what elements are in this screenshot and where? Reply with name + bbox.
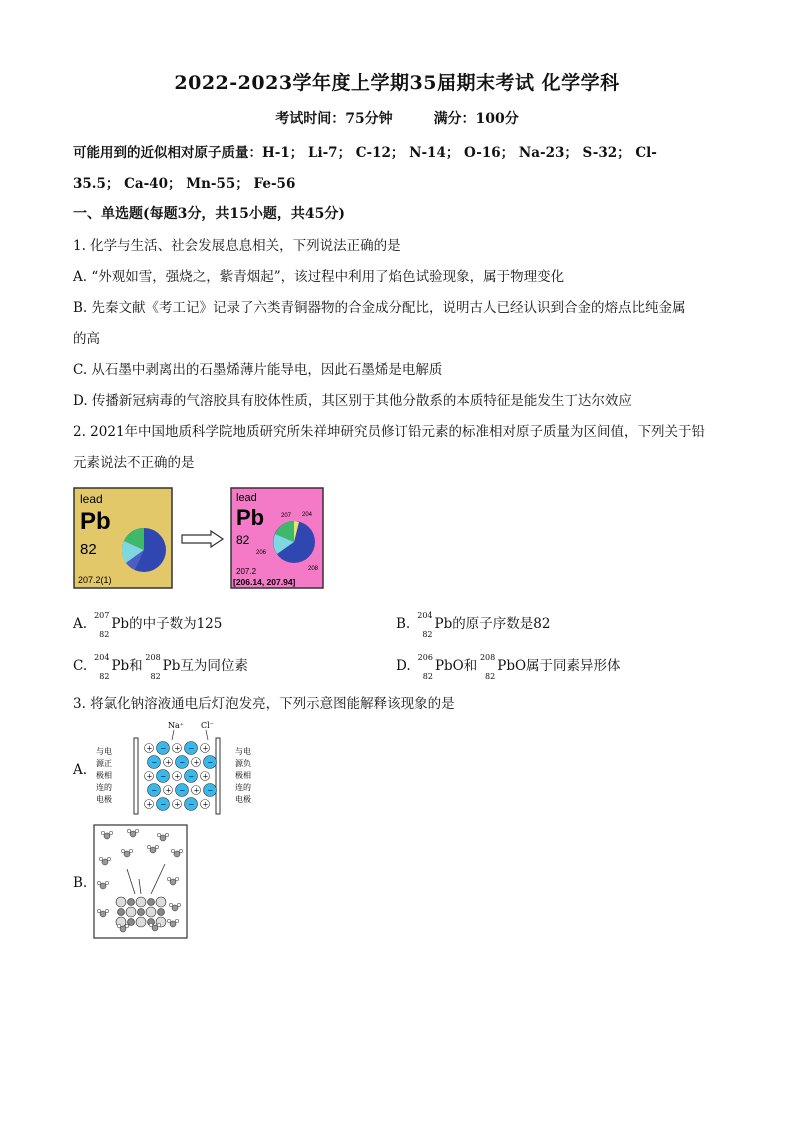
cation — [148, 899, 155, 906]
water-molecule-atom — [124, 851, 130, 857]
cation — [128, 899, 135, 906]
card-new-mass: 207.2 — [236, 567, 257, 576]
left-electrode — [134, 738, 138, 814]
water-molecule-atom — [157, 833, 161, 837]
card-old-name: lead — [80, 492, 103, 506]
q2-option-c: C. 204 82 Pb和 208 82 Pb互为同位素 — [73, 652, 248, 681]
charge-sign: − — [160, 800, 167, 809]
water-molecule-atom — [109, 831, 113, 835]
isotope-label: 207 — [281, 513, 292, 519]
water-molecule-atom — [105, 881, 109, 885]
atomic-mass-line2: 35.5； Ca-40； Mn-55； Fe-56 — [73, 176, 296, 192]
water-molecule-atom — [157, 923, 161, 927]
water-molecule-atom — [117, 924, 121, 928]
water-molecule-atom — [135, 829, 139, 833]
charge-sign: − — [188, 744, 195, 753]
card-new-name: lead — [236, 492, 257, 504]
charge-sign: + — [202, 744, 209, 753]
water-molecule-atom — [155, 845, 159, 849]
lead-cards-figure — [73, 486, 328, 592]
q3-stem: 3. 将氯化钠溶液通电后灯泡发亮，下列示意图能解释该现象的是 — [73, 696, 455, 712]
q3-option-a-label: A. — [73, 762, 88, 778]
charge-sign: − — [179, 758, 186, 767]
water-molecule-atom — [120, 926, 126, 932]
right-electrode-text — [235, 746, 251, 804]
card-new-number: 82 — [236, 533, 250, 547]
cation — [158, 909, 165, 916]
charge-sign: + — [146, 800, 153, 809]
svg-text:源负: 源负 — [235, 759, 251, 768]
water-molecule-atom — [121, 849, 125, 853]
lead-card-new — [231, 488, 323, 588]
q2-stem: 2. 2021年中国地质科学院地质研究所朱祥坤研究员修订铅元素的标准相对原子质量为区间值，下列关于铅 — [73, 424, 706, 440]
q2-stem-cont: 元素说法不正确的是 — [73, 455, 195, 471]
water-molecule-atom — [101, 831, 105, 835]
charge-sign: + — [202, 800, 209, 809]
card-old-pie — [122, 528, 166, 572]
cation — [128, 919, 135, 926]
charge-sign: − — [160, 772, 167, 781]
arrow-icon — [182, 531, 223, 547]
ion-lattice — [145, 742, 217, 811]
card-old-symbol: Pb — [80, 508, 111, 535]
water-molecule-atom — [175, 877, 179, 881]
water-molecule-atom — [177, 903, 181, 907]
water-molecule-atom — [100, 883, 106, 889]
q2-option-d: D. 206 82 PbO和 208 82 PbO属于同素异形体 — [396, 652, 621, 681]
water-molecule-atom — [179, 849, 183, 853]
water-molecule-atom — [97, 881, 101, 885]
charge-sign: + — [174, 800, 181, 809]
svg-text:与电: 与电 — [235, 747, 251, 756]
cation — [138, 909, 145, 916]
section-title: 一、单选题(每题3分，共15小题，共45分) — [73, 206, 345, 222]
charge-sign: + — [193, 758, 200, 767]
q3-option-b-label: B. — [73, 875, 88, 891]
svg-text:与电: 与电 — [96, 747, 112, 756]
water-molecule-atom — [107, 857, 111, 861]
anion — [116, 897, 126, 907]
water-molecule-atom — [97, 909, 101, 913]
isotope-label: 208 — [308, 566, 319, 572]
svg-text:极相: 极相 — [235, 771, 251, 780]
charge-sign: + — [146, 772, 153, 781]
cation — [118, 909, 125, 916]
water-molecule-atom — [149, 923, 153, 927]
charge-sign: − — [160, 744, 167, 753]
water-molecule-atom — [104, 833, 110, 839]
svg-text:极相: 极相 — [96, 771, 112, 780]
na-label: Na⁺ — [168, 721, 184, 730]
card-new-pie — [273, 521, 315, 563]
hydration-diagram-b — [93, 824, 189, 940]
crystal-lattice — [116, 897, 166, 927]
charge-sign: + — [146, 744, 153, 753]
water-molecule-atom — [174, 851, 180, 857]
anion — [146, 907, 156, 917]
water-molecule-atom — [130, 831, 136, 837]
water-molecule-atom — [102, 859, 108, 865]
water-molecule-atom — [147, 845, 151, 849]
water-molecule-atom — [99, 857, 103, 861]
anion — [156, 897, 166, 907]
anion — [126, 907, 136, 917]
water-molecule-atom — [127, 829, 131, 833]
isotope-label: 206 — [256, 550, 267, 556]
svg-text:源正: 源正 — [96, 759, 112, 768]
card-new-interval: [206.14, 207.94] — [233, 577, 296, 587]
water-molecule-atom — [167, 919, 171, 923]
charge-sign: + — [202, 772, 209, 781]
water-molecule-atom — [170, 921, 176, 927]
svg-text:电极: 电极 — [96, 795, 112, 804]
cl-label: Cl⁻ — [201, 721, 214, 730]
charge-sign: + — [193, 786, 200, 795]
water-molecule-atom — [170, 879, 176, 885]
electrolysis-diagram-a — [92, 716, 262, 816]
q1-option-a: A. “外观如雪，强烧之，紫青烟起”，该过程中利用了焰色试验现象，属于物理变化 — [73, 269, 565, 285]
anion — [136, 897, 146, 907]
charge-sign: − — [188, 772, 195, 781]
charge-sign: − — [179, 786, 186, 795]
charge-sign: − — [188, 800, 195, 809]
svg-text:连的: 连的 — [235, 783, 251, 792]
right-electrode — [216, 738, 220, 814]
water-molecule-atom — [169, 903, 173, 907]
charge-sign: + — [165, 758, 172, 767]
exam-score: 满分：100分 — [433, 111, 519, 127]
water-molecule-atom — [165, 833, 169, 837]
q2-option-a: A. 207 82 Pb的中子数为125 — [73, 610, 223, 639]
q1-option-c: C. 从石墨中剥离出的石墨烯薄片能导电，因此石墨烯是电解质 — [73, 362, 443, 378]
svg-text:连的: 连的 — [96, 783, 112, 792]
water-molecule-atom — [105, 909, 109, 913]
left-electrode-text — [96, 746, 112, 804]
q1-option-b-cont: 的高 — [73, 331, 100, 347]
water-molecule-atom — [150, 847, 156, 853]
water-molecule-atom — [125, 924, 129, 928]
exam-title: 2022-2023学年度上学期35届期末考试 化学学科 — [174, 72, 620, 94]
lead-card-old — [74, 488, 172, 588]
charge-sign: + — [174, 772, 181, 781]
exam-info — [0, 108, 794, 128]
charge-sign: − — [207, 758, 214, 767]
water-molecule-atom — [172, 905, 178, 911]
exam-time: 考试时间：75分钟 — [275, 111, 393, 127]
charge-sign: − — [151, 786, 158, 795]
q1-stem: 1. 化学与生活、社会发展息息相关，下列说法正确的是 — [73, 238, 401, 254]
charge-sign: − — [151, 758, 158, 767]
water-molecule-atom — [171, 849, 175, 853]
atomic-mass-line1: 可能用到的近似相对原子质量：H-1； Li-7； C-12； N-14； O-16； Na-23； S-32； Cl- — [73, 145, 657, 161]
card-new-symbol: Pb — [236, 505, 265, 530]
charge-sign: − — [207, 786, 214, 795]
water-molecule-atom — [175, 919, 179, 923]
charge-sign: + — [165, 786, 172, 795]
q2-option-b: B. 204 82 Pb的原子序数是82 — [396, 610, 551, 639]
anion — [136, 917, 146, 927]
water-molecule-atom — [100, 911, 106, 917]
svg-text:电极: 电极 — [235, 795, 251, 804]
charge-sign: + — [174, 744, 181, 753]
water-molecule-atom — [167, 877, 171, 881]
water-molecule-atom — [152, 925, 158, 931]
card-old-number: 82 — [80, 541, 97, 558]
card-old-mass: 207.2(1) — [78, 575, 112, 585]
water-molecule-atom — [160, 835, 166, 841]
q1-option-d: D. 传播新冠病毒的气溶胶具有胶体性质，其区别于其他分散系的本质特征是能发生丁达尔效应 — [73, 393, 632, 409]
water-molecule-atom — [129, 849, 133, 853]
isotope-label: 204 — [302, 512, 313, 518]
q1-option-b: B. 先秦文献《考工记》记录了六类青铜器物的合金成分配比，说明古人已经认识到合金的熔点比纯金属 — [73, 300, 686, 316]
